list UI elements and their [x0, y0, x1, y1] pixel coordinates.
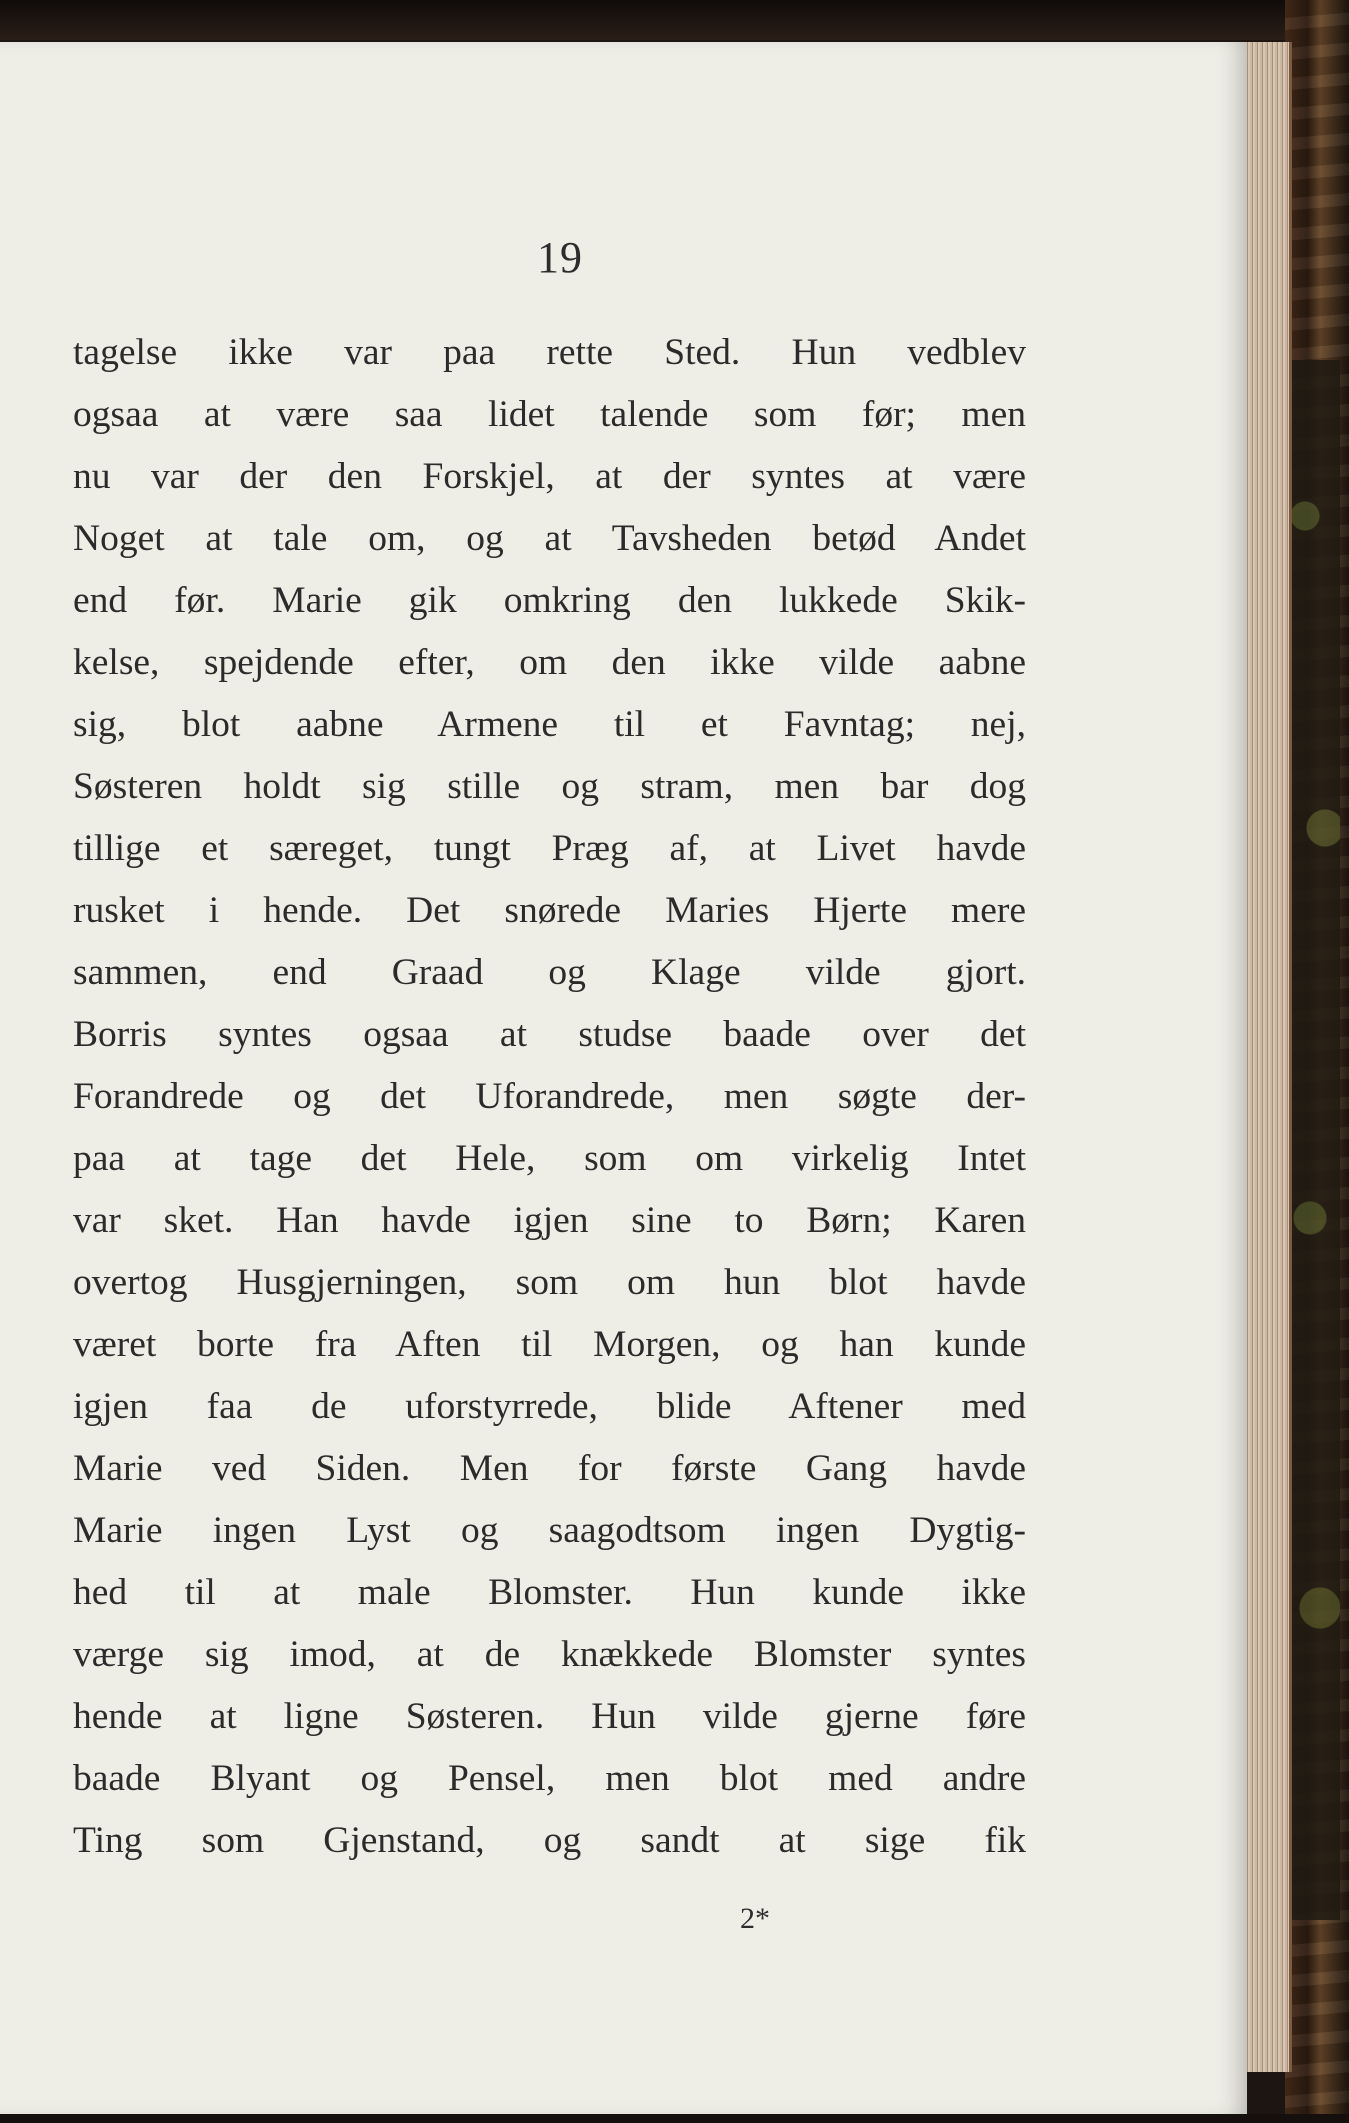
text-line: overtog Husgjerningen, som om hun blot havde: [73, 1262, 1026, 1303]
signature-mark: 2*: [740, 1902, 770, 1935]
book-page: [0, 42, 1247, 2114]
text-line: kelse, spejdende efter, om den ikke vilde aabne: [73, 642, 1026, 683]
text-line: sig, blot aabne Armene til et Favntag; nej,: [73, 704, 1026, 745]
text-line: Marie ingen Lyst og saagodtsom ingen Dygtig-: [73, 1510, 1026, 1551]
book-bottom-edge: [0, 2114, 1349, 2123]
text-line: var sket. Han havde igjen sine to Børn; Karen: [73, 1200, 1026, 1241]
book-top-edge: [0, 0, 1349, 40]
text-line: hed til at male Blomster. Hun kunde ikke: [73, 1572, 1026, 1613]
text-line: Noget at tale om, og at Tavsheden betød Andet: [73, 518, 1026, 559]
text-line: værge sig imod, at de knækkede Blomster syntes: [73, 1634, 1026, 1675]
text-line: rusket i hende. Det snørede Maries Hjerte mere: [73, 890, 1026, 931]
text-line: Borris syntes ogsaa at studse baade over det: [73, 1014, 1026, 1055]
text-line: været borte fra Aften til Morgen, og han kunde: [73, 1324, 1026, 1365]
text-line: sammen, end Graad og Klage vilde gjort.: [73, 952, 1026, 993]
text-line: end før. Marie gik omkring den lukkede Skik-: [73, 580, 1026, 621]
text-line: tillige et særeget, tungt Præg af, at Livet havde: [73, 828, 1026, 869]
marbled-cover: [1290, 360, 1340, 1920]
page-number: 19: [537, 233, 583, 282]
text-line: Søsteren holdt sig stille og stram, men bar dog: [73, 766, 1026, 807]
text-line: nu var der den Forskjel, at der syntes at være: [73, 456, 1026, 497]
text-line: tagelse ikke var paa rette Sted. Hun vedblev: [73, 332, 1026, 373]
text-line: Forandrede og det Uforandrede, men søgte der-: [73, 1076, 1026, 1117]
text-line: Marie ved Siden. Men for første Gang havde: [73, 1448, 1026, 1489]
text-line: baade Blyant og Pensel, men blot med andre: [73, 1758, 1026, 1799]
text-line: ogsaa at være saa lidet talende som før; men: [73, 394, 1026, 435]
text-line: Ting som Gjenstand, og sandt at sige fik: [73, 1820, 1026, 1861]
text-line: hende at ligne Søsteren. Hun vilde gjerne føre: [73, 1696, 1026, 1737]
page-edges: [1245, 42, 1292, 2072]
text-line: paa at tage det Hele, som om virkelig Intet: [73, 1138, 1026, 1179]
text-line: igjen faa de uforstyrrede, blide Aftener med: [73, 1386, 1026, 1427]
